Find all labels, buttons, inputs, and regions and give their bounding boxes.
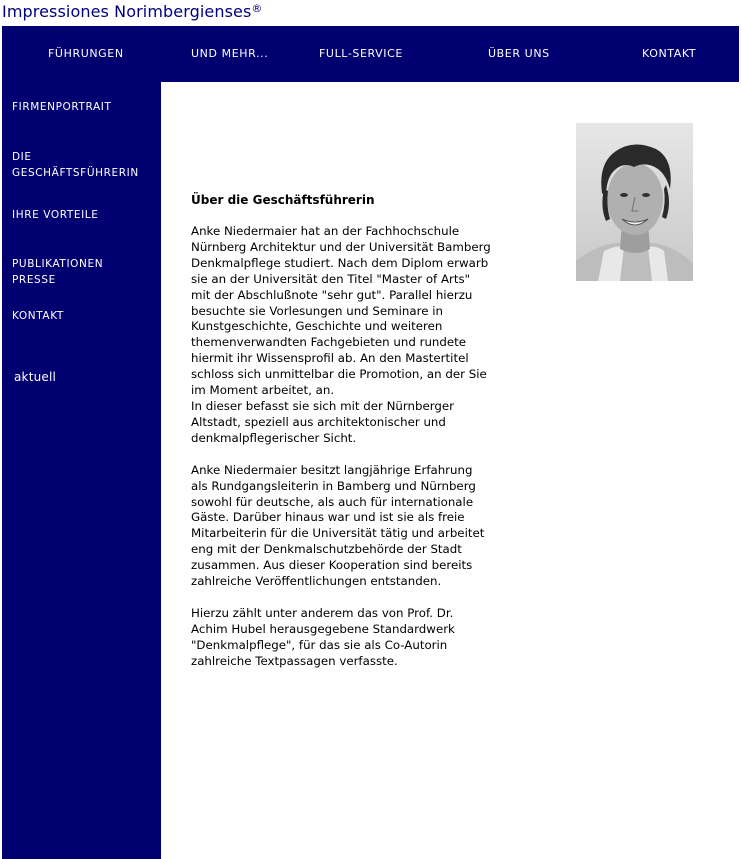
sidebar-item-ihre-vorteile[interactable]: IHRE VORTEILE (12, 209, 99, 221)
nav-und-mehr-link[interactable]: UND MEHR... (191, 47, 269, 60)
bio-paragraph-1: Anke Niedermaier hat an der Fachhochschule Nürnberg Architektur und der Universität Bamberg Denkmalpflege studiert. Nach dem Diplom erwarb sie an der Universität den Titel "Master of Arts" mit der Abschlußnote "sehr gut". Parallel hierzu besuchte sie Vorlesungen und Seminare in Kunstgeschichte, Geschichte und weiteren themenverwandten Fachgebieten und rundete hiermit ihr Wissensprofil ab. An den Mastertitel schloss sich unmittelbar die Promotion, an der Sie im Moment arbeitet, an. In dieser befasst sie sich mit der Nürnberger Altstadt, speziell aus architektonischer und denkmalpflegerischer Sicht. (191, 224, 491, 445)
sidebar (2, 82, 161, 859)
nav-ueber-uns-link[interactable]: ÜBER UNS (488, 47, 550, 60)
portrait-photo (576, 123, 693, 281)
main-content (191, 192, 531, 686)
sidebar-item-kontakt[interactable]: KONTAKT (12, 310, 64, 322)
sidebar-item-geschaeftsfuehrerin[interactable]: DIE GESCHÄFTSFÜHRERIN (12, 151, 139, 179)
sidebar-item-aktuell[interactable]: aktuell (14, 370, 57, 384)
nav-full-service-link[interactable]: FULL-SERVICE (319, 47, 403, 60)
registered-mark: ® (251, 2, 263, 15)
site-title-text: Impressiones Norimbergienses (2, 2, 252, 21)
nav-fuehrungen-link[interactable]: FÜHRUNGEN (48, 47, 124, 60)
top-navigation (2, 26, 739, 82)
sidebar-item-firmenportrait[interactable]: FIRMENPORTRAIT (12, 101, 112, 113)
site-title (2, 2, 263, 21)
nav-kontakt-link[interactable]: KONTAKT (642, 47, 697, 60)
page-heading: Über die Geschäftsführerin (191, 193, 375, 207)
bio-paragraph-3: Hierzu zählt unter anderem das von Prof. Dr. Achim Hubel herausgegebene Standardwerk "Denkmalpflege", für das sie als Co-Autorin zahlreiche Textpassagen verfasste. (191, 605, 455, 668)
bio-paragraph-2: Anke Niedermaier besitzt langjährige Erfahrung als Rundgangsleiterin in Bamberg und Nürnberg sowohl für deutsche, als auch für internationale Gäste. Darüber hinaus war und ist sie als freie Mitarbeiterin für die Universität tätig und arbeitet eng mit der Denkmalschutzbehörde der Stadt zusammen. Aus dieser Kooperation sind bereits zahlreiche Veröffentlichungen entstanden. (191, 462, 485, 589)
sidebar-item-publikationen-presse[interactable]: PUBLIKATIONEN PRESSE (12, 258, 104, 286)
